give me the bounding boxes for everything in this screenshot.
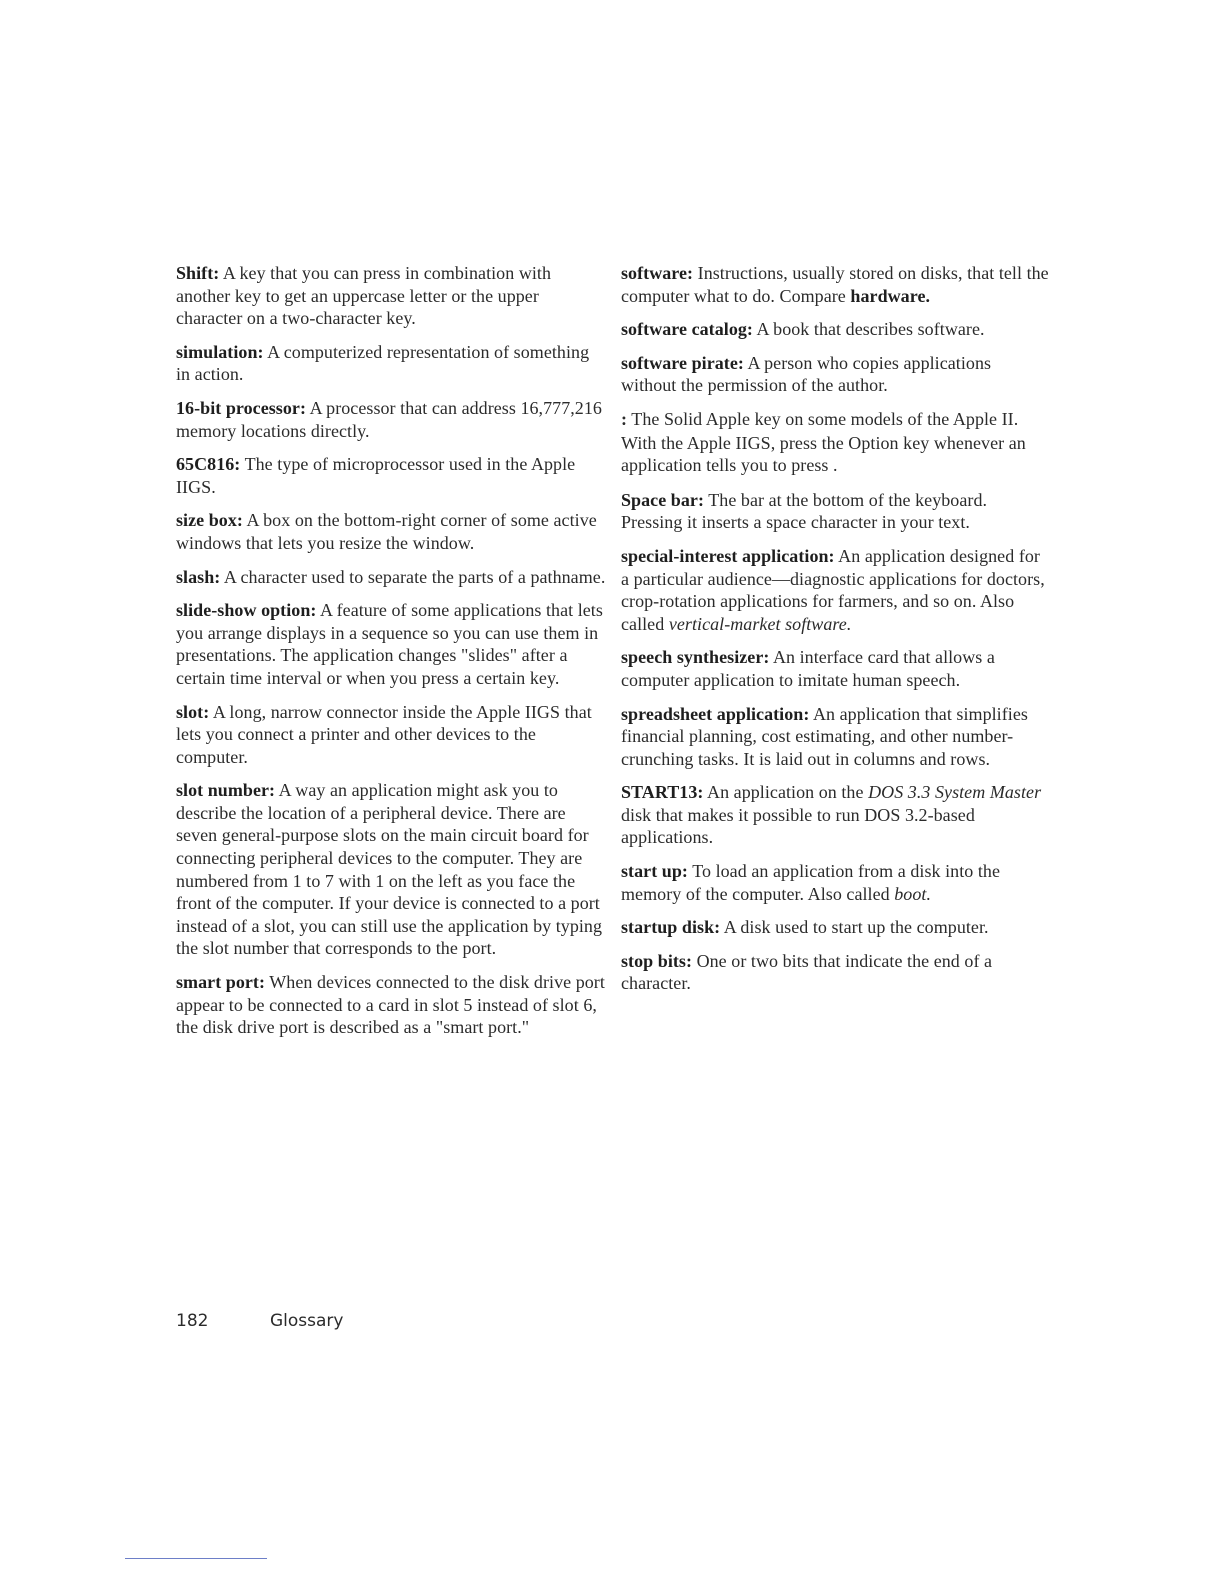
glossary-entry-space-bar <box>621 489 1049 534</box>
glossary-entry-special-interest-application <box>621 545 1049 635</box>
entry-definition: An application designed for a particular audience—diagnostic applications for doctors, crop-rotation applications for farmers, and so on. Also called <box>621 545 1045 634</box>
entry-definition: A person who copies applications without the permission of the author. <box>621 352 992 396</box>
entry-term: special-interest application: <box>621 545 835 566</box>
entry-definition: When devices connected to the disk drive port appear to be connected to a card in slot 5 instead of slot 6, the disk drive port is described as a "smart port." <box>176 972 605 1038</box>
entry-term: START13: <box>621 782 704 803</box>
glossary-entry-65c816 <box>176 453 606 498</box>
entry-term: start up: <box>621 861 688 882</box>
entry-term: Space bar: <box>621 489 704 510</box>
entry-definition: A key that you can press in combination with another key to get an uppercase letter or the upper character on a two-character key. <box>176 263 552 329</box>
entry-definition-end: . <box>833 455 838 476</box>
glossary-entry-slide-show-option <box>176 599 606 689</box>
glossary-entry-slot <box>176 701 606 769</box>
glossary-entry-shift <box>176 262 606 330</box>
entry-term: stop bits: <box>621 950 693 971</box>
entry-definition: The Solid Apple key on some models of the Apple II. With the Apple IIGS, press the Option key whenever an application tells you to press <box>621 408 1026 476</box>
entry-term: 16-bit processor: <box>176 397 306 418</box>
glossary-entry-start13 <box>621 781 1049 849</box>
section-name: Glossary <box>270 1311 344 1331</box>
glossary-left-column <box>176 262 606 1050</box>
entry-term: spreadsheet application: <box>621 703 810 724</box>
entry-term: slot number: <box>176 780 276 801</box>
glossary-entry-software-pirate <box>621 352 1049 397</box>
entry-definition: A way an application might ask you to describe the location of a peripheral device. There are seven general-purpose slots on the main circuit board for connecting peripheral devices to the computer. They are numbered from 1 to 7 with 1 on the left as you face the front of the computer. If your device is connected to a port instead of a slot, you can still use the application by typing the slot number that corresponds to the port. <box>176 780 603 959</box>
entry-term: slide-show option: <box>176 600 317 621</box>
glossary-entry-size-box <box>176 509 606 554</box>
glossary-entry-solid-apple <box>621 408 1049 478</box>
glossary-entry-smart-port <box>176 971 606 1039</box>
entry-term: speech synthesizer: <box>621 647 770 668</box>
glossary-entry-start-up <box>621 860 1049 905</box>
glossary-entry-spreadsheet-application <box>621 703 1049 771</box>
entry-definition: A computerized representation of something in action. <box>176 341 590 385</box>
glossary-entry-stop-bits <box>621 950 1049 995</box>
entry-definition: Instructions, usually stored on disks, that tell the computer what to do. Compare <box>621 263 1049 306</box>
entry-term: smart port: <box>176 972 266 993</box>
emphasized-term: vertical-market software. <box>668 613 852 634</box>
entry-definition: A feature of some applications that lets you arrange displays in a sequence so you can use them in presentations. The application changes "slides" after a certain time interval or when you press a certain key. <box>176 600 603 688</box>
entry-definition: An interface card that allows a computer application to imitate human speech. <box>621 647 995 690</box>
entry-definition: A processor that can address 16,777,216 memory locations directly. <box>176 397 602 441</box>
entry-definition: To load an application from a disk into the memory of the computer. Also called <box>621 861 1001 904</box>
emphasized-term: DOS 3.3 System Master <box>868 782 1042 803</box>
glossary-entry-software <box>621 262 1049 307</box>
entry-definition: An application that simplifies financial planning, cost estimating, and other number-crunching tasks. It is laid out in columns and rows. <box>621 703 1028 769</box>
entry-term: software catalog: <box>621 319 753 340</box>
entry-term: startup disk: <box>621 917 721 938</box>
page-footer <box>176 1311 343 1331</box>
entry-term: software pirate: <box>621 352 744 373</box>
entry-definition-end: disk that makes it possible to run DOS 3.2-based applications. <box>621 804 975 848</box>
entry-definition: A box on the bottom-right corner of some active windows that lets you resize the window. <box>176 510 597 553</box>
entry-definition: A long, narrow connector inside the Apple IIGS that lets you connect a printer and other devices to the computer. <box>176 701 592 767</box>
entry-definition: An application on the <box>707 782 864 803</box>
entry-term: slash: <box>176 566 221 587</box>
entry-definition: The type of microprocessor used in the Apple IIGS. <box>176 454 576 497</box>
entry-definition: A book that describes software. <box>756 319 985 340</box>
entry-term: 65C816: <box>176 454 241 475</box>
entry-definition: One or two bits that indicate the end of a character. <box>621 950 993 994</box>
entry-definition: The bar at the bottom of the keyboard. Pressing it inserts a space character in your text. <box>621 489 988 533</box>
emphasized-term: boot. <box>894 883 932 904</box>
entry-definition: A character used to separate the parts of a pathname. <box>223 566 606 587</box>
glossary-entry-software-catalog <box>621 318 1049 341</box>
entry-definition: A disk used to start up the computer. <box>723 917 989 938</box>
glossary-entry-16-bit-processor <box>176 397 606 442</box>
glossary-entry-simulation <box>176 341 606 386</box>
entry-term: simulation: <box>176 341 264 362</box>
glossary-entry-slot-number <box>176 779 606 960</box>
page-number: 182 <box>176 1311 209 1331</box>
entry-term: size box: <box>176 510 243 531</box>
entry-term: software: <box>621 263 694 283</box>
entry-term-separator: : <box>621 408 628 429</box>
glossary-entry-startup-disk <box>621 916 1049 939</box>
entry-term: Shift: <box>176 263 220 283</box>
bottom-divider <box>125 1558 267 1559</box>
glossary-entry-slash <box>176 566 606 589</box>
entry-term: slot: <box>176 701 210 722</box>
glossary-entry-speech-synthesizer <box>621 646 1049 691</box>
cross-reference: hardware. <box>850 285 931 306</box>
glossary-right-column <box>621 262 1049 1006</box>
